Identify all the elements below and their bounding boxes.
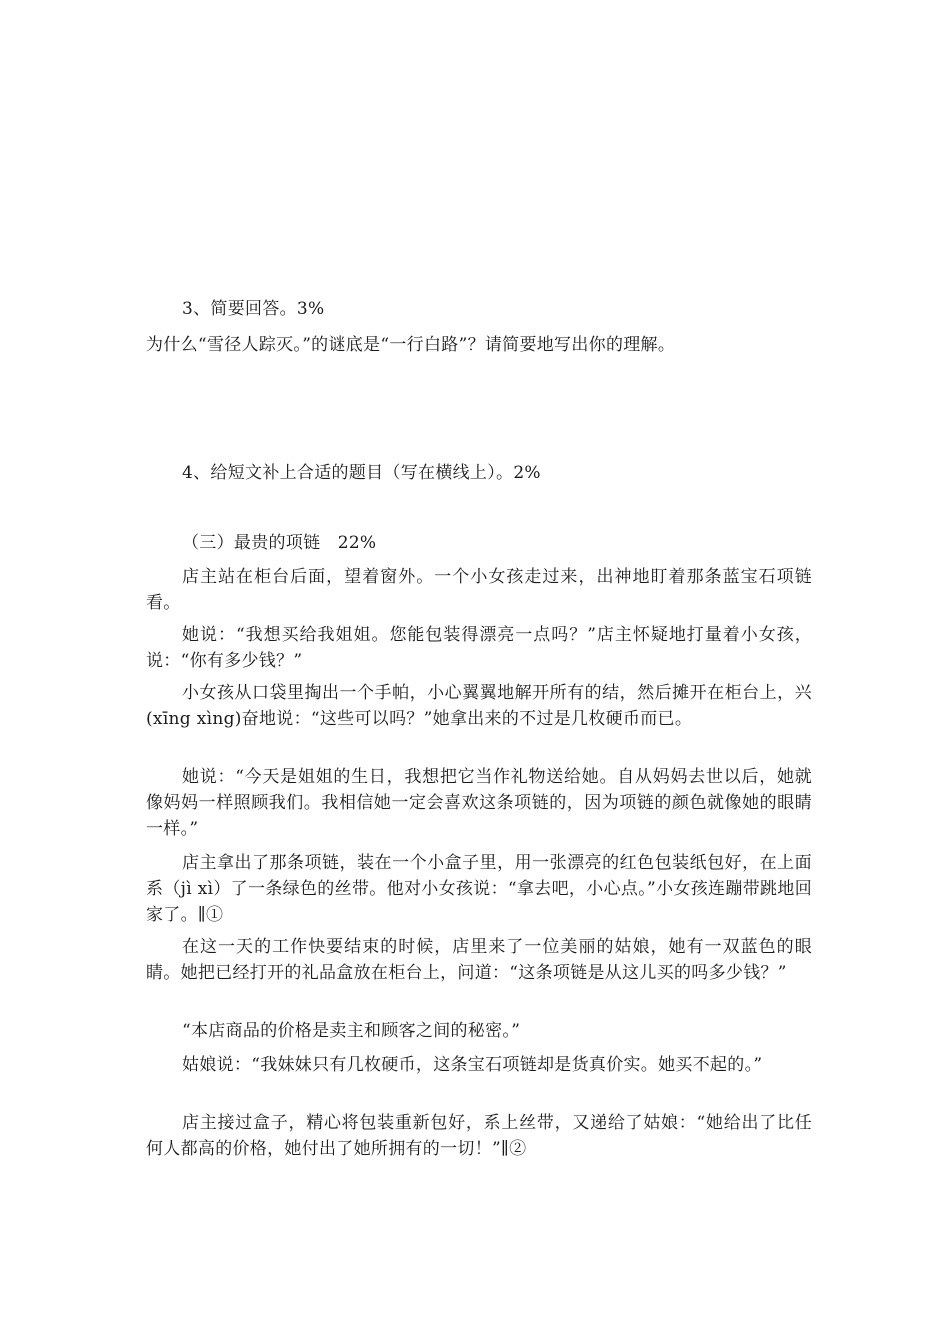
question-4-heading: 4、给短文补上合适的题目（写在横线上）。2% [182,463,541,483]
question-3-text: 为什么“雪径人踪灭。”的谜底是“一行白路”？请简要地写出你的理解。 [146,335,676,355]
paragraph-4: 她说：“今天是姐姐的生日，我想把它当作礼物送给她。自从妈妈去世以后，她就像妈妈一样照顾我们。我相信她一定会喜欢这条项链的，因为项链的颜色就像她的眼睛一样。” [146,767,812,839]
paragraph-6: 在这一天的工作快要结束的时候，店里来了一位美丽的姑娘，她有一双蓝色的眼睛。她把已经打开的礼品盒放在柜台上，问道：“这条项链是从这儿买的吗多少钱？” [146,937,812,983]
paragraph-1: 店主站在柜台后面，望着窗外。一个小女孩走过来，出神地盯着那条蓝宝石项链看。 [146,567,812,613]
question-3-heading: 3、简要回答。3% [182,299,325,319]
section-3-heading: （三）最贵的项链 22% [182,533,377,553]
paragraph-7: “本店商品的价格是卖主和顾客之间的秘密。” [182,1021,521,1041]
paragraph-8: 姑娘说：“我妹妹只有几枚硬币，这条宝石项链却是货真价实。她买不起的。” [182,1055,763,1075]
paragraph-9: 店主接过盒子，精心将包装重新包好，系上丝带，又递给了姑娘：“她给出了比任何人都高的价格，她付出了她所拥有的一切！”∥② [146,1113,812,1159]
paragraph-5: 店主拿出了那条项链，装在一个小盒子里，用一张漂亮的红色包装纸包好，在上面系（jì xì）了一条绿色的丝带。他对小女孩说：“拿去吧，小心点。”小女孩连蹦带跳地回家了。∥① [146,853,812,925]
paragraph-3: 小女孩从口袋里掏出一个手帕，小心翼翼地解开所有的结，然后摊开在柜台上，兴(xīng xìng)奋地说：“这些可以吗？”她拿出来的不过是几枚硬币而已。 [146,683,812,729]
paragraph-2: 她说：“我想买给我姐姐。您能包装得漂亮一点吗？”店主怀疑地打量着小女孩，说：“你有多少钱？” [146,625,812,671]
